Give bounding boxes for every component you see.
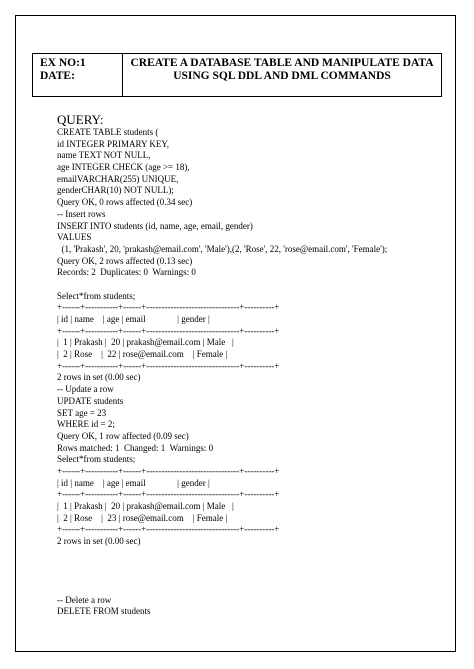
code-line: Select*from students; xyxy=(57,290,136,301)
code-line: CREATE TABLE students ( xyxy=(57,127,159,137)
code-line: +------+-----------+------+-------------------------------+----------+ xyxy=(57,302,280,313)
code-line: emailVARCHAR(255) UNIQUE, xyxy=(57,173,179,184)
code-line: | 1 | Prakash | 20 | prakash@email.com | Male | xyxy=(57,501,234,511)
code-line: | 1 | Prakash | 20 | prakash@email.com | Male | xyxy=(57,337,234,348)
code-line: name TEXT NOT NULL, xyxy=(57,150,151,161)
code-line: genderCHAR(10) NOT NULL); xyxy=(57,185,174,196)
code-line: Query OK, 1 row affected (0.09 sec) xyxy=(57,430,189,441)
code-line: Rows matched: 1 Changed: 1 Warnings: 0 xyxy=(57,442,214,453)
header-left-cell xyxy=(33,54,123,96)
code-line: age INTEGER CHECK (age >= 18), xyxy=(57,162,190,173)
code-line: 2 rows in set (0.00 sec) xyxy=(57,536,141,547)
code-line xyxy=(57,583,457,595)
code-line: | 2 | Rose | 23 | rose@email.com | Female | xyxy=(57,512,228,523)
ex-no-label: EX NO:1 xyxy=(40,57,86,69)
code-line: (1, 'Prakash', 20, 'prakash@email.com', 'Male'),(2, 'Rose', 22, 'rose@email.com', 'Female'); xyxy=(57,243,388,254)
code-line: +------+-----------+------+-------------------------------+----------+ xyxy=(57,360,280,371)
code-line xyxy=(57,571,457,583)
code-line: 2 rows in set (0.00 sec) xyxy=(57,372,141,383)
title-line-1: CREATE A DATABASE TABLE AND MANIPULATE DATA xyxy=(130,57,434,69)
code-line: UPDATE students xyxy=(57,395,124,406)
code-line xyxy=(57,559,457,571)
code-line xyxy=(57,279,457,291)
code-line: | id | name | age | email | gender | xyxy=(57,477,210,488)
header-title-cell xyxy=(123,54,441,96)
query-content xyxy=(57,127,457,618)
code-line: Query OK, 2 rows affected (0.13 sec) xyxy=(57,255,193,266)
code-line: INSERT INTO students (id, name, age, email, gender) xyxy=(57,220,253,231)
title-line-2: USING SQL DDL AND DML COMMANDS xyxy=(173,70,391,82)
code-line: id INTEGER PRIMARY KEY, xyxy=(57,138,170,149)
code-line: | id | name | age | email | gender | xyxy=(57,314,210,324)
code-line: +------+-----------+------+-------------------------------+----------+ xyxy=(57,465,280,476)
query-label: QUERY: xyxy=(57,112,104,127)
code-line: Select*from students; xyxy=(57,454,136,465)
code-line: -- Insert rows xyxy=(57,208,106,219)
code-line: +------+-----------+------+-------------------------------+----------+ xyxy=(57,489,280,500)
code-line xyxy=(57,548,457,560)
code-line: | 2 | Rose | 22 | rose@email.com | Female | xyxy=(57,349,228,360)
code-line: +------+-----------+------+-------------------------------+----------+ xyxy=(57,325,280,336)
code-line: VALUES xyxy=(57,232,92,243)
code-line: DELETE FROM students xyxy=(57,606,151,617)
code-line: SET age = 23 xyxy=(57,407,107,418)
code-line: -- Delete a row xyxy=(57,594,112,605)
header-table xyxy=(32,53,442,97)
code-line: Query OK, 0 rows affected (0.34 sec) xyxy=(57,197,193,208)
code-line: Records: 2 Duplicates: 0 Warnings: 0 xyxy=(57,267,196,278)
code-line: -- Update a row xyxy=(57,384,114,395)
code-line: +------+-----------+------+-------------------------------+----------+ xyxy=(57,524,280,535)
date-label: DATE: xyxy=(40,70,75,82)
code-line: WHERE id = 2; xyxy=(57,419,115,430)
